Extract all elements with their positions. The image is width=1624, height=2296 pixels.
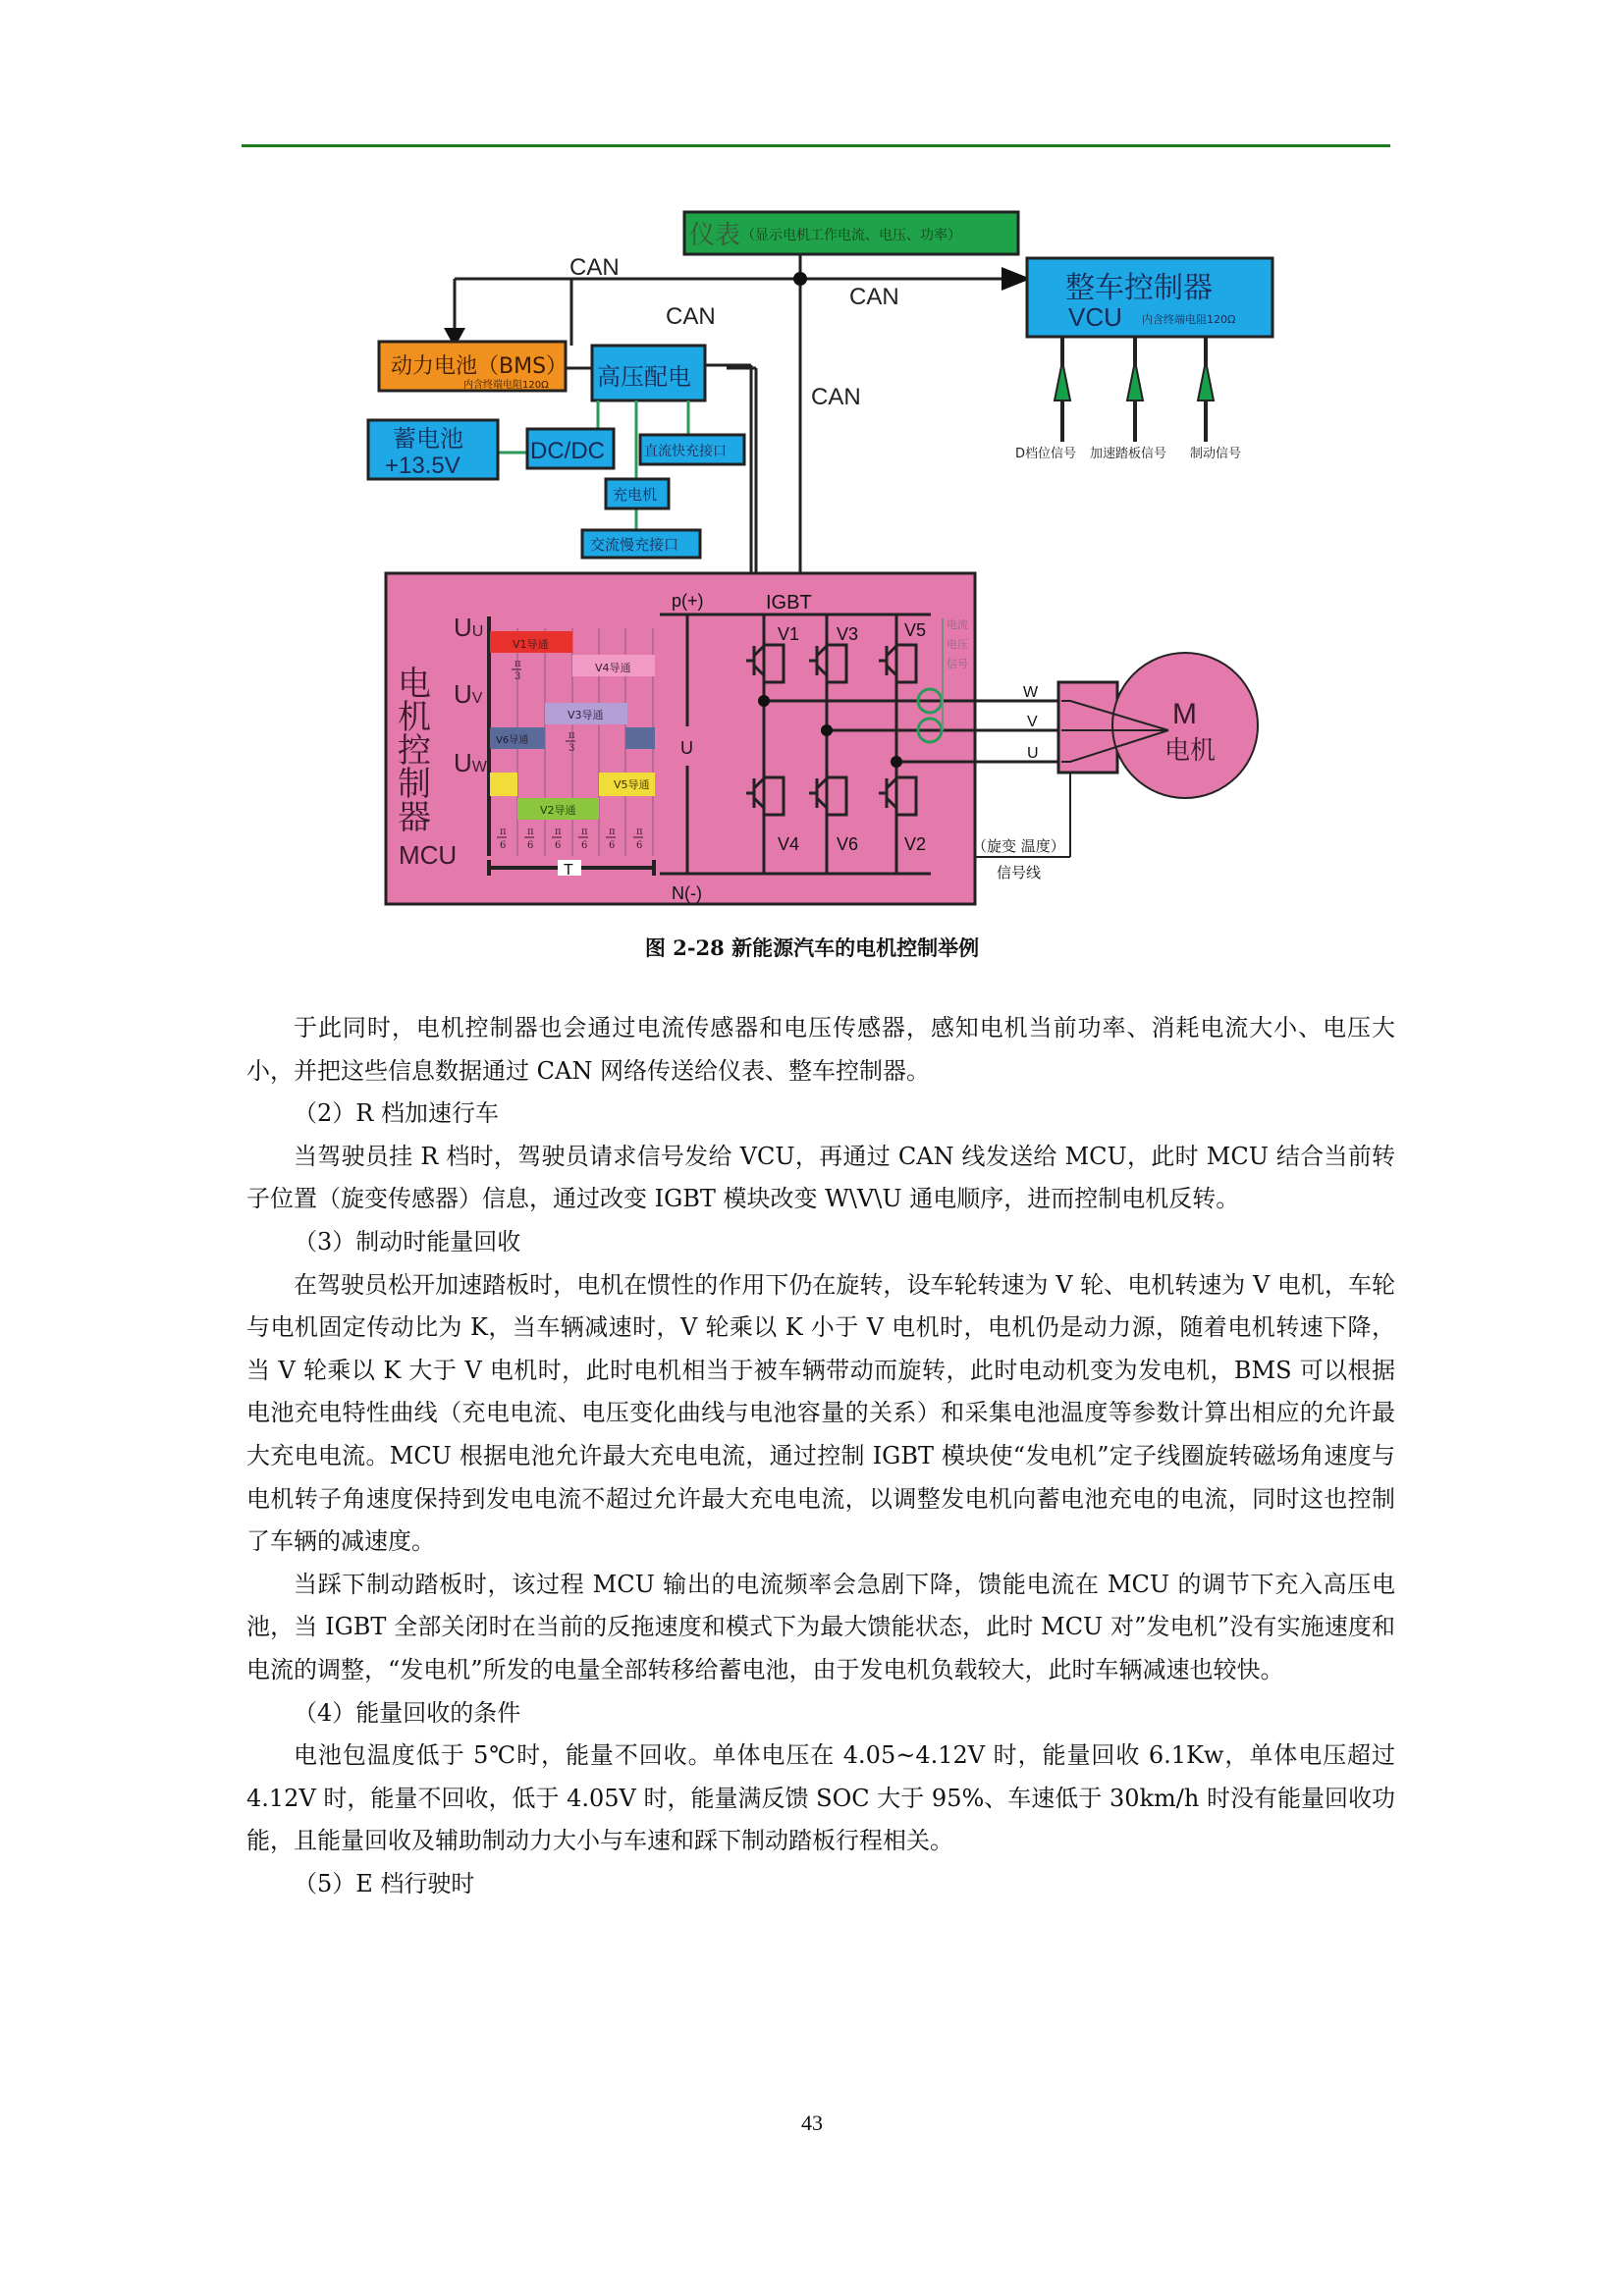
svg-text:电压: 电压 bbox=[947, 638, 968, 651]
paragraph: 当驾驶员挂 R 档时，驾驶员请求信号发给 VCU，再通过 CAN 线发送给 MCU，此时 MCU 结合当前转子位置（旋变传感器）信息，通过改变 IGBT 模块改变 W\V\U 通电顺序，进而控制电机反转。 bbox=[246, 1142, 1395, 1213]
motor-name: 电机 bbox=[1164, 736, 1217, 766]
bms-title: 动力电池（BMS） bbox=[391, 354, 568, 379]
svg-text:6: 6 bbox=[609, 840, 616, 851]
svg-text:π: π bbox=[527, 827, 534, 837]
vcu-input-brake: 制动信号 bbox=[1190, 447, 1242, 461]
vcu-abbr: VCU bbox=[1068, 302, 1122, 332]
motor-symbol: M bbox=[1172, 698, 1197, 730]
svg-text:π: π bbox=[500, 827, 507, 837]
n-minus-label: N(-) bbox=[672, 883, 702, 903]
svg-text:π: π bbox=[568, 730, 575, 741]
svg-text:V5: V5 bbox=[904, 620, 927, 640]
svg-text:UV: UV bbox=[454, 679, 483, 709]
mcu-vertical-title bbox=[398, 665, 431, 837]
can-label-4: CAN bbox=[811, 384, 861, 410]
bms-note: 内含终端电阻120Ω bbox=[463, 380, 549, 391]
d-gear-arrow-icon bbox=[1055, 361, 1070, 400]
bar-v5-a bbox=[490, 773, 517, 796]
svg-text:6: 6 bbox=[500, 840, 507, 851]
mcu-title-char: 电 bbox=[398, 665, 431, 704]
can-label-2: CAN bbox=[666, 303, 716, 330]
svg-text:π: π bbox=[609, 827, 616, 837]
dc-fast-port-label: 直流快充接口 bbox=[644, 444, 727, 459]
mcu-title-char: 机 bbox=[398, 698, 431, 737]
svg-text:6: 6 bbox=[581, 840, 588, 851]
svg-text:V4: V4 bbox=[778, 834, 800, 854]
charger-box bbox=[606, 479, 669, 508]
section-heading: （5）E 档行驶时 bbox=[294, 1869, 475, 1897]
can-label-3: CAN bbox=[849, 284, 899, 310]
svg-text:3: 3 bbox=[568, 743, 575, 754]
svg-text:V3: V3 bbox=[837, 624, 859, 644]
can-label-1: CAN bbox=[569, 254, 620, 281]
bus-voltage-label: U bbox=[680, 738, 693, 758]
bms-box bbox=[379, 342, 568, 391]
bar-v3-label: V3导通 bbox=[568, 709, 604, 721]
svg-text:W: W bbox=[1023, 684, 1039, 701]
ac-slow-port-label: 交流慢充接口 bbox=[590, 536, 679, 554]
charger-label: 充电机 bbox=[613, 486, 658, 504]
svg-text:π: π bbox=[555, 827, 562, 837]
paragraph: 当踩下制动踏板时，该过程 MCU 输出的电流频率会急剧下降，馈能电流在 MCU 的调节下充入高压电池，当 IGBT 全部关闭时在当前的反拖速度和模式下为最大馈能状态，此时 MCU 对”发电机”没有实施速度和电流的调整，“发电机”所发的电量全部转移给蓄电池，由于发电机负载较大，此时车辆减速也较快。 bbox=[246, 1570, 1395, 1683]
mcu-title-char: 控 bbox=[398, 731, 431, 771]
hv-distribution-box bbox=[592, 346, 705, 400]
can-bus-lines bbox=[455, 245, 1021, 574]
section-heading: （4）能量回收的条件 bbox=[294, 1698, 521, 1727]
motor-phase-labels bbox=[1023, 684, 1039, 762]
ac-slow-port-box bbox=[582, 530, 700, 558]
node-dot bbox=[891, 756, 902, 768]
svg-text:U: U bbox=[1027, 745, 1039, 762]
can-junction-dot bbox=[793, 272, 807, 286]
bar-v1-label: V1导通 bbox=[513, 638, 549, 651]
vcu-input-d-gear: D档位信号 bbox=[1015, 447, 1077, 461]
body-text bbox=[246, 1007, 1395, 1905]
mcu-abbr: MCU bbox=[399, 840, 458, 870]
section-heading: （2）R 档加速行车 bbox=[294, 1099, 499, 1128]
figure-caption: 图 2-28 新能源汽车的电机控制举例 bbox=[644, 935, 980, 960]
motor-control-diagram bbox=[0, 0, 1624, 933]
node-dot bbox=[821, 724, 833, 736]
bar-v4-label: V4导通 bbox=[595, 662, 631, 674]
aux-battery-voltage: +13.5V bbox=[385, 453, 460, 479]
instrument-note: （显示电机工作电流、电压、功率） bbox=[741, 228, 961, 243]
svg-text:3: 3 bbox=[514, 671, 521, 682]
section-heading: （3）制动时能量回收 bbox=[294, 1227, 521, 1255]
resolver-note: （旋变 温度） bbox=[972, 837, 1065, 855]
vcu-input-accel: 加速踏板信号 bbox=[1090, 447, 1167, 461]
accel-arrow-icon bbox=[1127, 361, 1143, 400]
svg-text:信号: 信号 bbox=[947, 658, 968, 670]
bar-v5-label: V5导通 bbox=[614, 778, 650, 791]
svg-text:π: π bbox=[514, 659, 521, 669]
bar-v6-label: V6导通 bbox=[496, 735, 529, 746]
vcu-title: 整车控制器 bbox=[1065, 271, 1213, 305]
brake-arrow-icon bbox=[1198, 361, 1214, 400]
mcu-title-char: 器 bbox=[398, 798, 431, 837]
paragraph: 在驾驶员松开加速踏板时，电机在惯性的作用下仍在旋转，设车轮转速为 V 轮、电机转速为 V 电机，车轮与电机固定传动比为 K，当车辆减速时，V 轮乘以 K 小于 V 电机时，电机仍是动力源，随着电机转速下降，当 V 轮乘以 K 大于 V 电机时，此时电机相当于被车辆带动而旋转，此时电动机变为发电机，BMS 可以根据电池充电特性曲线（充电电流、电压变化曲线与电池容量的关系）和采集电池温度等参数计算出相应的允许最大充电电流。MCU 根据电池允许最大充电电流，通过控制 IGBT 模块使“发电机”定子线圈旋转磁场角速度与电机转子角速度保持到发电电流不超过允许最大充电电流，以调整发电机向蓄电池充电的电流，同时这也控制了车辆的减速度。 bbox=[246, 1270, 1395, 1556]
hv-distribution-title: 高压配电 bbox=[597, 363, 691, 391]
page-number: 43 bbox=[801, 2110, 823, 2135]
node-dot bbox=[758, 695, 770, 707]
svg-text:V6: V6 bbox=[837, 834, 859, 854]
p-plus-label: p(+) bbox=[672, 591, 704, 611]
svg-text:UW: UW bbox=[454, 748, 487, 777]
sensor-note bbox=[947, 617, 968, 670]
period-label: T bbox=[564, 862, 573, 879]
diagram-canvas bbox=[0, 0, 1624, 933]
bar-v2-label: V2导通 bbox=[540, 804, 576, 817]
svg-text:V2: V2 bbox=[904, 834, 927, 854]
mcu-title-char: 制 bbox=[398, 765, 431, 804]
svg-text:V: V bbox=[1027, 714, 1038, 730]
svg-text:π: π bbox=[636, 827, 643, 837]
dc-fast-port-box bbox=[640, 435, 744, 464]
igbt-label: IGBT bbox=[766, 592, 812, 614]
vcu-box bbox=[1027, 258, 1272, 337]
dcdc-box bbox=[527, 429, 614, 468]
svg-text:6: 6 bbox=[527, 840, 534, 851]
instrument-title: 仪表 bbox=[689, 221, 741, 250]
bar-v6-b bbox=[625, 727, 655, 749]
motor-terminal-box bbox=[1058, 682, 1117, 773]
paragraph: 于此同时，电机控制器也会通过电流传感器和电压传感器，感知电机当前功率、消耗电流大小、电压大小，并把这些信息数据通过 CAN 网络传送给仪表、整车控制器。 bbox=[246, 1014, 1395, 1085]
svg-text:6: 6 bbox=[555, 840, 562, 851]
aux-battery-box bbox=[368, 420, 498, 479]
svg-text:电流: 电流 bbox=[947, 618, 968, 631]
svg-text:UU: UU bbox=[454, 613, 484, 642]
paragraph: 电池包温度低于 5℃时，能量不回收。单体电压在 4.05~4.12V 时，能量回收 6.1Kw，单体电压超过 4.12V 时，能量不回收，低于 4.05V 时，能量满反馈 SOC 大于 95%、车速低于 30km/h 时没有能量回收功能，且能量回收及辅助制动力大小与车速和踩下制动踏板行程相关。 bbox=[246, 1741, 1395, 1855]
aux-battery-title: 蓄电池 bbox=[393, 425, 463, 453]
instrument-box bbox=[684, 212, 1018, 254]
signal-line-label: 信号线 bbox=[997, 864, 1042, 881]
dcdc-label: DC/DC bbox=[530, 438, 605, 464]
vcu-note: 内含终端电阻120Ω bbox=[1142, 313, 1236, 326]
svg-text:V1: V1 bbox=[778, 624, 800, 644]
svg-text:6: 6 bbox=[636, 840, 643, 851]
svg-text:π: π bbox=[581, 827, 588, 837]
